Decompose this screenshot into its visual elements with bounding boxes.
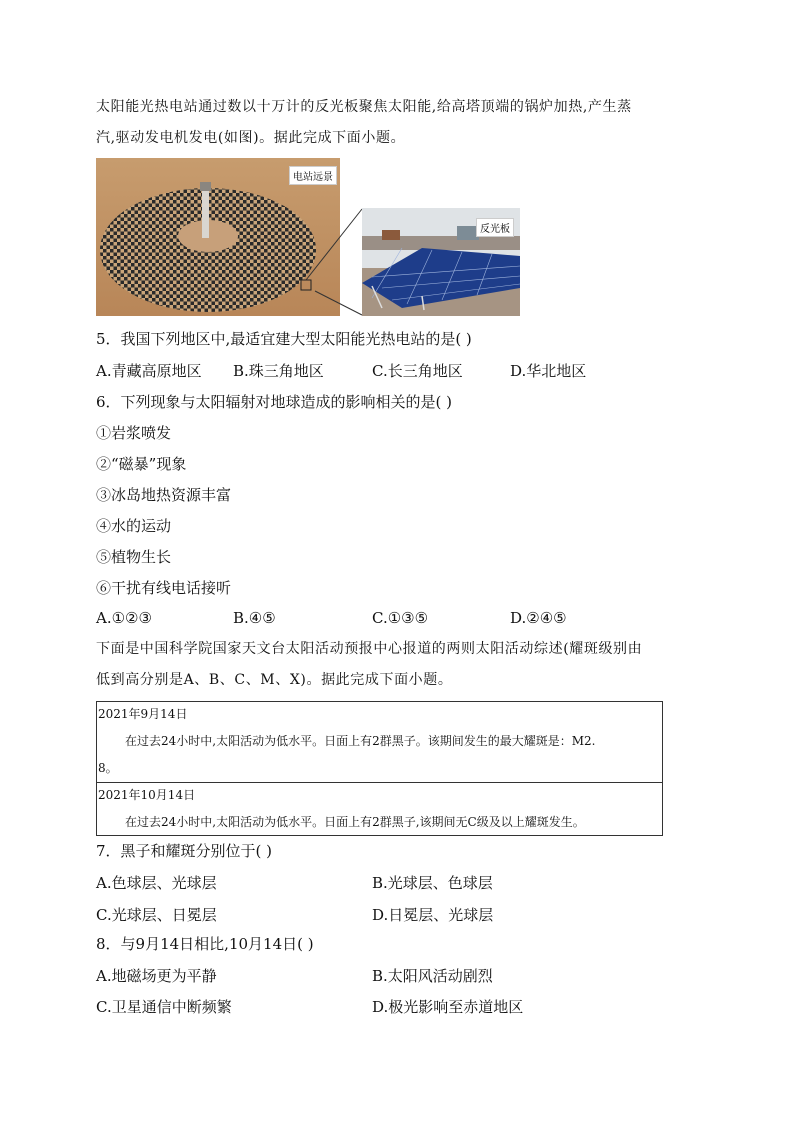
q5-option-d[interactable]: D.华北地区: [510, 362, 587, 380]
zoom-connector: [300, 205, 370, 320]
intro-paragraph: [96, 92, 706, 154]
photo-label-reflector: 反光板: [476, 218, 514, 237]
intro-paragraph-2: [96, 634, 708, 696]
report-2-date: 2021年10月14日: [98, 788, 196, 802]
report-1-line-1: 在过去24小时中,太阳活动为低水平。日面上有2群黑子。该期间发生的最大耀斑是：M2.: [125, 734, 596, 748]
q7-option-d[interactable]: D.日冕层、光球层: [372, 906, 494, 924]
photo-label-far-view: 电站远景: [289, 166, 337, 185]
q6-item-3: ③冰岛地热资源丰富: [96, 486, 232, 504]
intro2-line-1: 下面是中国科学院国家天文台太阳活动预报中心报道的两则太阳活动综述(耀斑级别由: [96, 641, 643, 657]
q6-item-1: ①岩浆喷发: [96, 424, 172, 442]
q8-option-c[interactable]: C.卫星通信中断频繁: [96, 998, 232, 1016]
question-5-stem: 5．我国下列地区中,最适宜建大型太阳能光热电站的是( ): [96, 330, 472, 348]
solar-activity-reports-table: [96, 701, 663, 836]
question-7-stem: 7．黑子和耀斑分别位于( ): [96, 842, 273, 860]
reflector-panel-photo: [362, 208, 520, 316]
intro-line-2: 汽,驱动发电机发电(如图)。据此完成下面小题。: [96, 130, 406, 146]
question-6-stem: 6．下列现象与太阳辐射对地球造成的影响相关的是( ): [96, 393, 453, 411]
q6-item-2: ②“磁暴”现象: [96, 455, 187, 473]
q8-option-d[interactable]: D.极光影响至赤道地区: [372, 998, 524, 1016]
question-8-stem: 8．与9月14日相比,10月14日( ): [96, 935, 314, 953]
q7-option-a[interactable]: A.色球层、光球层: [96, 874, 217, 892]
report-1-date: 2021年9月14日: [98, 707, 188, 721]
q7-option-b[interactable]: B.光球层、色球层: [372, 874, 493, 892]
report-row-1: [97, 702, 663, 783]
report-row-2: [97, 783, 663, 836]
q8-option-b[interactable]: B.太阳风活动剧烈: [372, 967, 493, 985]
q6-option-c[interactable]: C.①③⑤: [372, 609, 429, 627]
q8-option-a[interactable]: A.地磁场更为平静: [96, 967, 217, 985]
q6-item-4: ④水的运动: [96, 517, 172, 535]
q7-option-c[interactable]: C.光球层、日冕层: [96, 906, 217, 924]
q5-option-a[interactable]: A.青藏高原地区: [96, 362, 202, 380]
q5-option-c[interactable]: C.长三角地区: [372, 362, 463, 380]
q6-option-a[interactable]: A.①②③: [96, 609, 152, 627]
report-2-line-1: 在过去24小时中,太阳活动为低水平。日面上有2群黑子,该期间无C级及以上耀斑发生。: [125, 815, 585, 829]
report-1-line-2: 8。: [98, 761, 118, 775]
intro2-line-2: 低到高分别是A、B、C、M、X)。据此完成下面小题。: [96, 672, 453, 688]
q6-item-5: ⑤植物生长: [96, 548, 172, 566]
q5-option-b[interactable]: B.珠三角地区: [233, 362, 324, 380]
q6-option-b[interactable]: B.④⑤: [233, 609, 276, 627]
q6-item-6: ⑥干扰有线电话接听: [96, 579, 232, 597]
q6-option-d[interactable]: D.②④⑤: [510, 609, 567, 627]
intro-line-1: 太阳能光热电站通过数以十万计的反光板聚焦太阳能,给高塔顶端的锅炉加热,产生蒸: [96, 99, 632, 115]
